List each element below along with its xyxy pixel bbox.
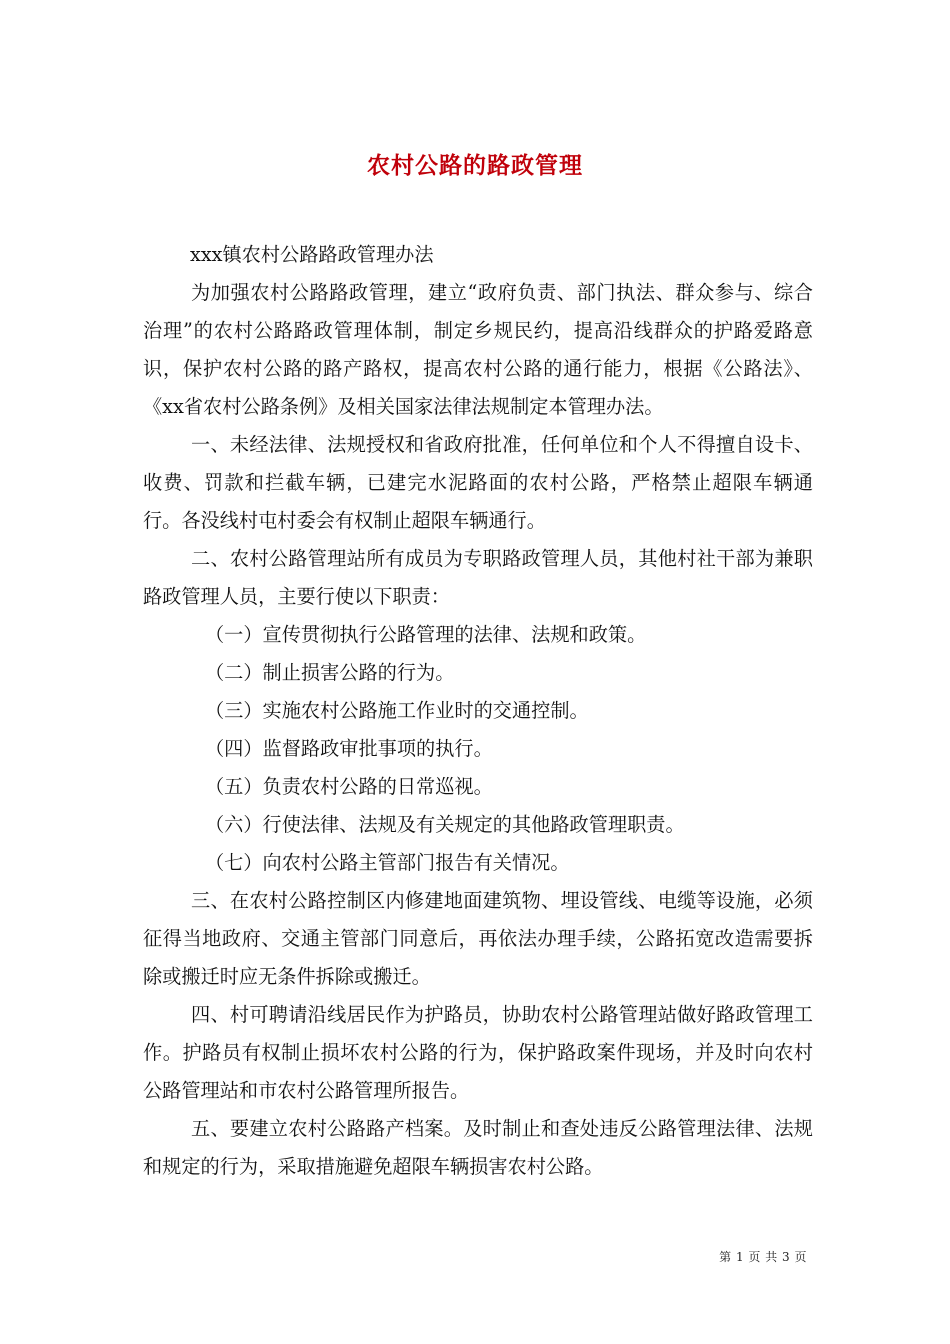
duty-item-5: （五）负责农村公路的日常巡视。 (205, 775, 493, 798)
section-1-paragraph: 一、未经法律、法规授权和省政府批准，任何单位和个人不得擅自设卡、收费、罚款和拦截车辆，已建完水泥路面的农村公路，严格禁止超限车辆通行。各没线村屯村委会有权制止超限车辆通行。 (143, 433, 813, 532)
document-body (143, 236, 813, 1186)
section-3-paragraph: 三、在农村公路控制区内修建地面建筑物、埋设管线、电缆等设施，必须征得当地政府、交通主管部门同意后，再依法办理手续，公路拓宽改造需要拆除或搬迁时应无条件拆除或搬迁。 (143, 889, 813, 988)
duty-item-3: （三）实施农村公路施工作业时的交通控制。 (205, 699, 589, 722)
page-number-footer: 第 1 页 共 3 页 (719, 1250, 807, 1264)
duty-item-7: （七）向农村公路主管部门报告有关情况。 (205, 851, 570, 874)
duty-item-4: （四）监督路政审批事项的执行。 (205, 737, 493, 760)
intro-paragraph: 为加强农村公路路政管理，建立“政府负责、部门执法、群众参与、综合治理”的农村公路路政管理体制，制定乡规民约，提高沿线群众的护路爱路意识，保护农村公路的路产路权，提高农村公路的通行能力，根据《公路法》、《xx省农村公路条例》及相关国家法律法规制定本管理办法。 (143, 281, 813, 418)
section-5-paragraph: 五、要建立农村公路路产档案。及时制止和查处违反公路管理法律、法规和规定的行为，采取措施避免超限车辆损害农村公路。 (143, 1117, 813, 1178)
duty-item-6: （六）行使法律、法规及有关规定的其他路政管理职责。 (205, 813, 685, 836)
page-title: 农村公路的路政管理 (367, 152, 583, 180)
duty-item-1: （一）宣传贯彻执行公路管理的法律、法规和政策。 (205, 623, 647, 646)
document-subtitle: xxx镇农村公路路政管理办法 (190, 243, 434, 266)
duty-item-2: （二）制止损害公路的行为。 (205, 661, 455, 684)
section-2-paragraph: 二、农村公路管理站所有成员为专职路政管理人员，其他村社干部为兼职路政管理人员，主要行使以下职责： (143, 547, 813, 608)
section-4-paragraph: 四、村可聘请沿线居民作为护路员，协助农村公路管理站做好路政管理工作。护路员有权制止损坏农村公路的行为，保护路政案件现场，并及时向农村公路管理站和市农村公路管理所报告。 (143, 1003, 813, 1102)
